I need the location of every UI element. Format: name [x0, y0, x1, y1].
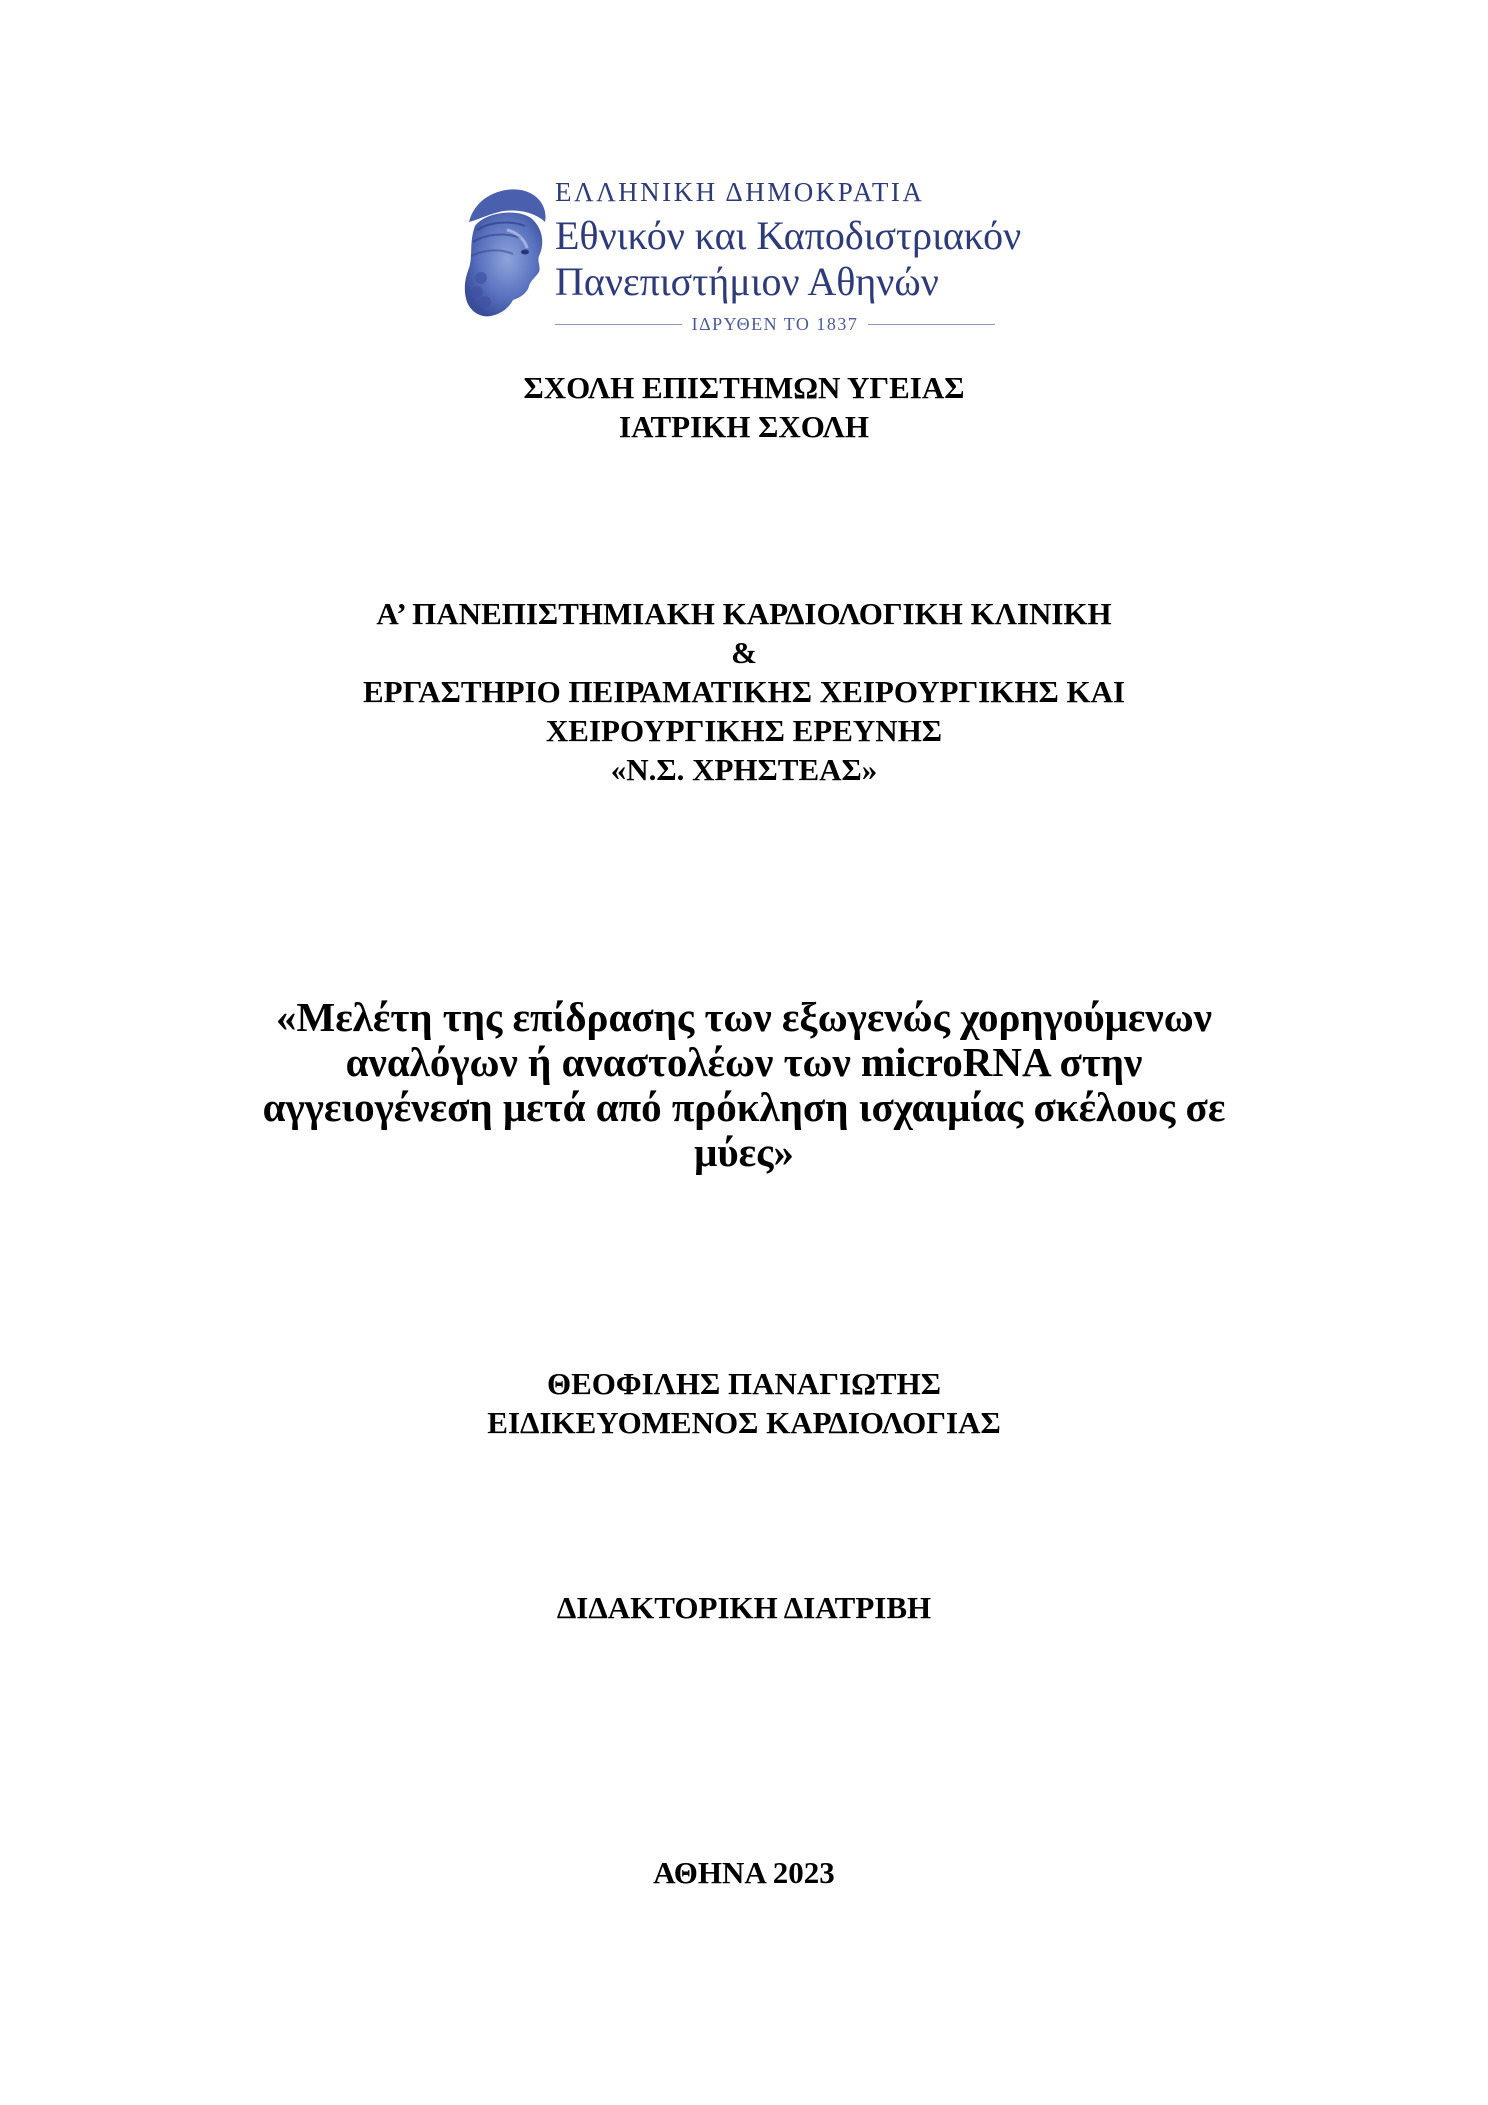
ampersand: & [731, 635, 757, 670]
founded-right-rule [868, 324, 995, 325]
faculty-block [0, 368, 1488, 446]
founded-text: ΙΔΡΥΘΕΝ ΤΟ 1837 [691, 313, 859, 334]
department-name: ΙΑΤΡΙΚΗ ΣΧΟΛΗ [619, 409, 869, 444]
thesis-title-line3: αγγειογένεση μετά από πρόκληση ισχαιμίας σκέλους σε [262, 1084, 1226, 1130]
author-name: ΘΕΟΦΙΛΗΣ ΠΑΝΑΓΙΩΤΗΣ [547, 1366, 941, 1401]
document-type-block [0, 1588, 1488, 1627]
lab-name-line3: «Ν.Σ. ΧΡΗΣΤΕΑΣ» [610, 752, 878, 787]
university-logo [455, 170, 1095, 345]
place-year: ΑΘΗΝΑ 2023 [653, 1855, 835, 1890]
athena-head-icon [455, 182, 553, 320]
logo-university-name-line1: Εθνικόν και Καποδιστριακόν [555, 213, 1022, 258]
thesis-title-line4: μύες» [694, 1129, 794, 1175]
thesis-title-line1: «Μελέτη της επίδρασης των εξωγενώς χορηγούμενων [276, 994, 1212, 1040]
clinic-block [0, 594, 1488, 789]
clinic-name: Α’ ΠΑΝΕΠΙΣΤΗΜΙΑΚΗ ΚΑΡΔΙΟΛΟΓΙΚΗ ΚΛΙΝΙΚΗ [376, 596, 1112, 631]
document-type: ΔΙΔΑΚΤΟΡΙΚΗ ΔΙΑΤΡΙΒΗ [556, 1590, 932, 1625]
school-name: ΣΧΟΛΗ ΕΠΙΣΤΗΜΩΝ ΥΓΕΙΑΣ [523, 370, 965, 405]
lab-name-line2: ΧΕΙΡΟΥΡΓΙΚΗΣ ΕΡΕΥΝΗΣ [545, 713, 943, 748]
place-year-block [0, 1853, 1488, 1892]
lab-name-line1: ΕΡΓΑΣΤΗΡΙΟ ΠΕΙΡΑΜΑΤΙΚΗΣ ΧΕΙΡΟΥΡΓΙΚΗΣ ΚΑΙ [362, 674, 1126, 709]
thesis-title [0, 995, 1488, 1175]
logo-republic-text: ΕΛΛΗΝΙΚΗ ΔΗΜΟΚΡΑΤΙΑ [555, 177, 925, 207]
thesis-title-line2: αναλόγων ή αναστολέων των microRNA στην [345, 1039, 1143, 1085]
founded-left-rule [555, 324, 682, 325]
university-name [555, 170, 1095, 334]
author-role: ΕΙΔΙΚΕΥΟΜΕΝΟΣ ΚΑΡΔΙΟΛΟΓΙΑΣ [487, 1405, 1001, 1440]
author-block [0, 1364, 1488, 1442]
logo-founded-line [555, 312, 995, 336]
logo-university-name-line2: Πανεπιστήμιον Αθηνών [555, 259, 939, 304]
